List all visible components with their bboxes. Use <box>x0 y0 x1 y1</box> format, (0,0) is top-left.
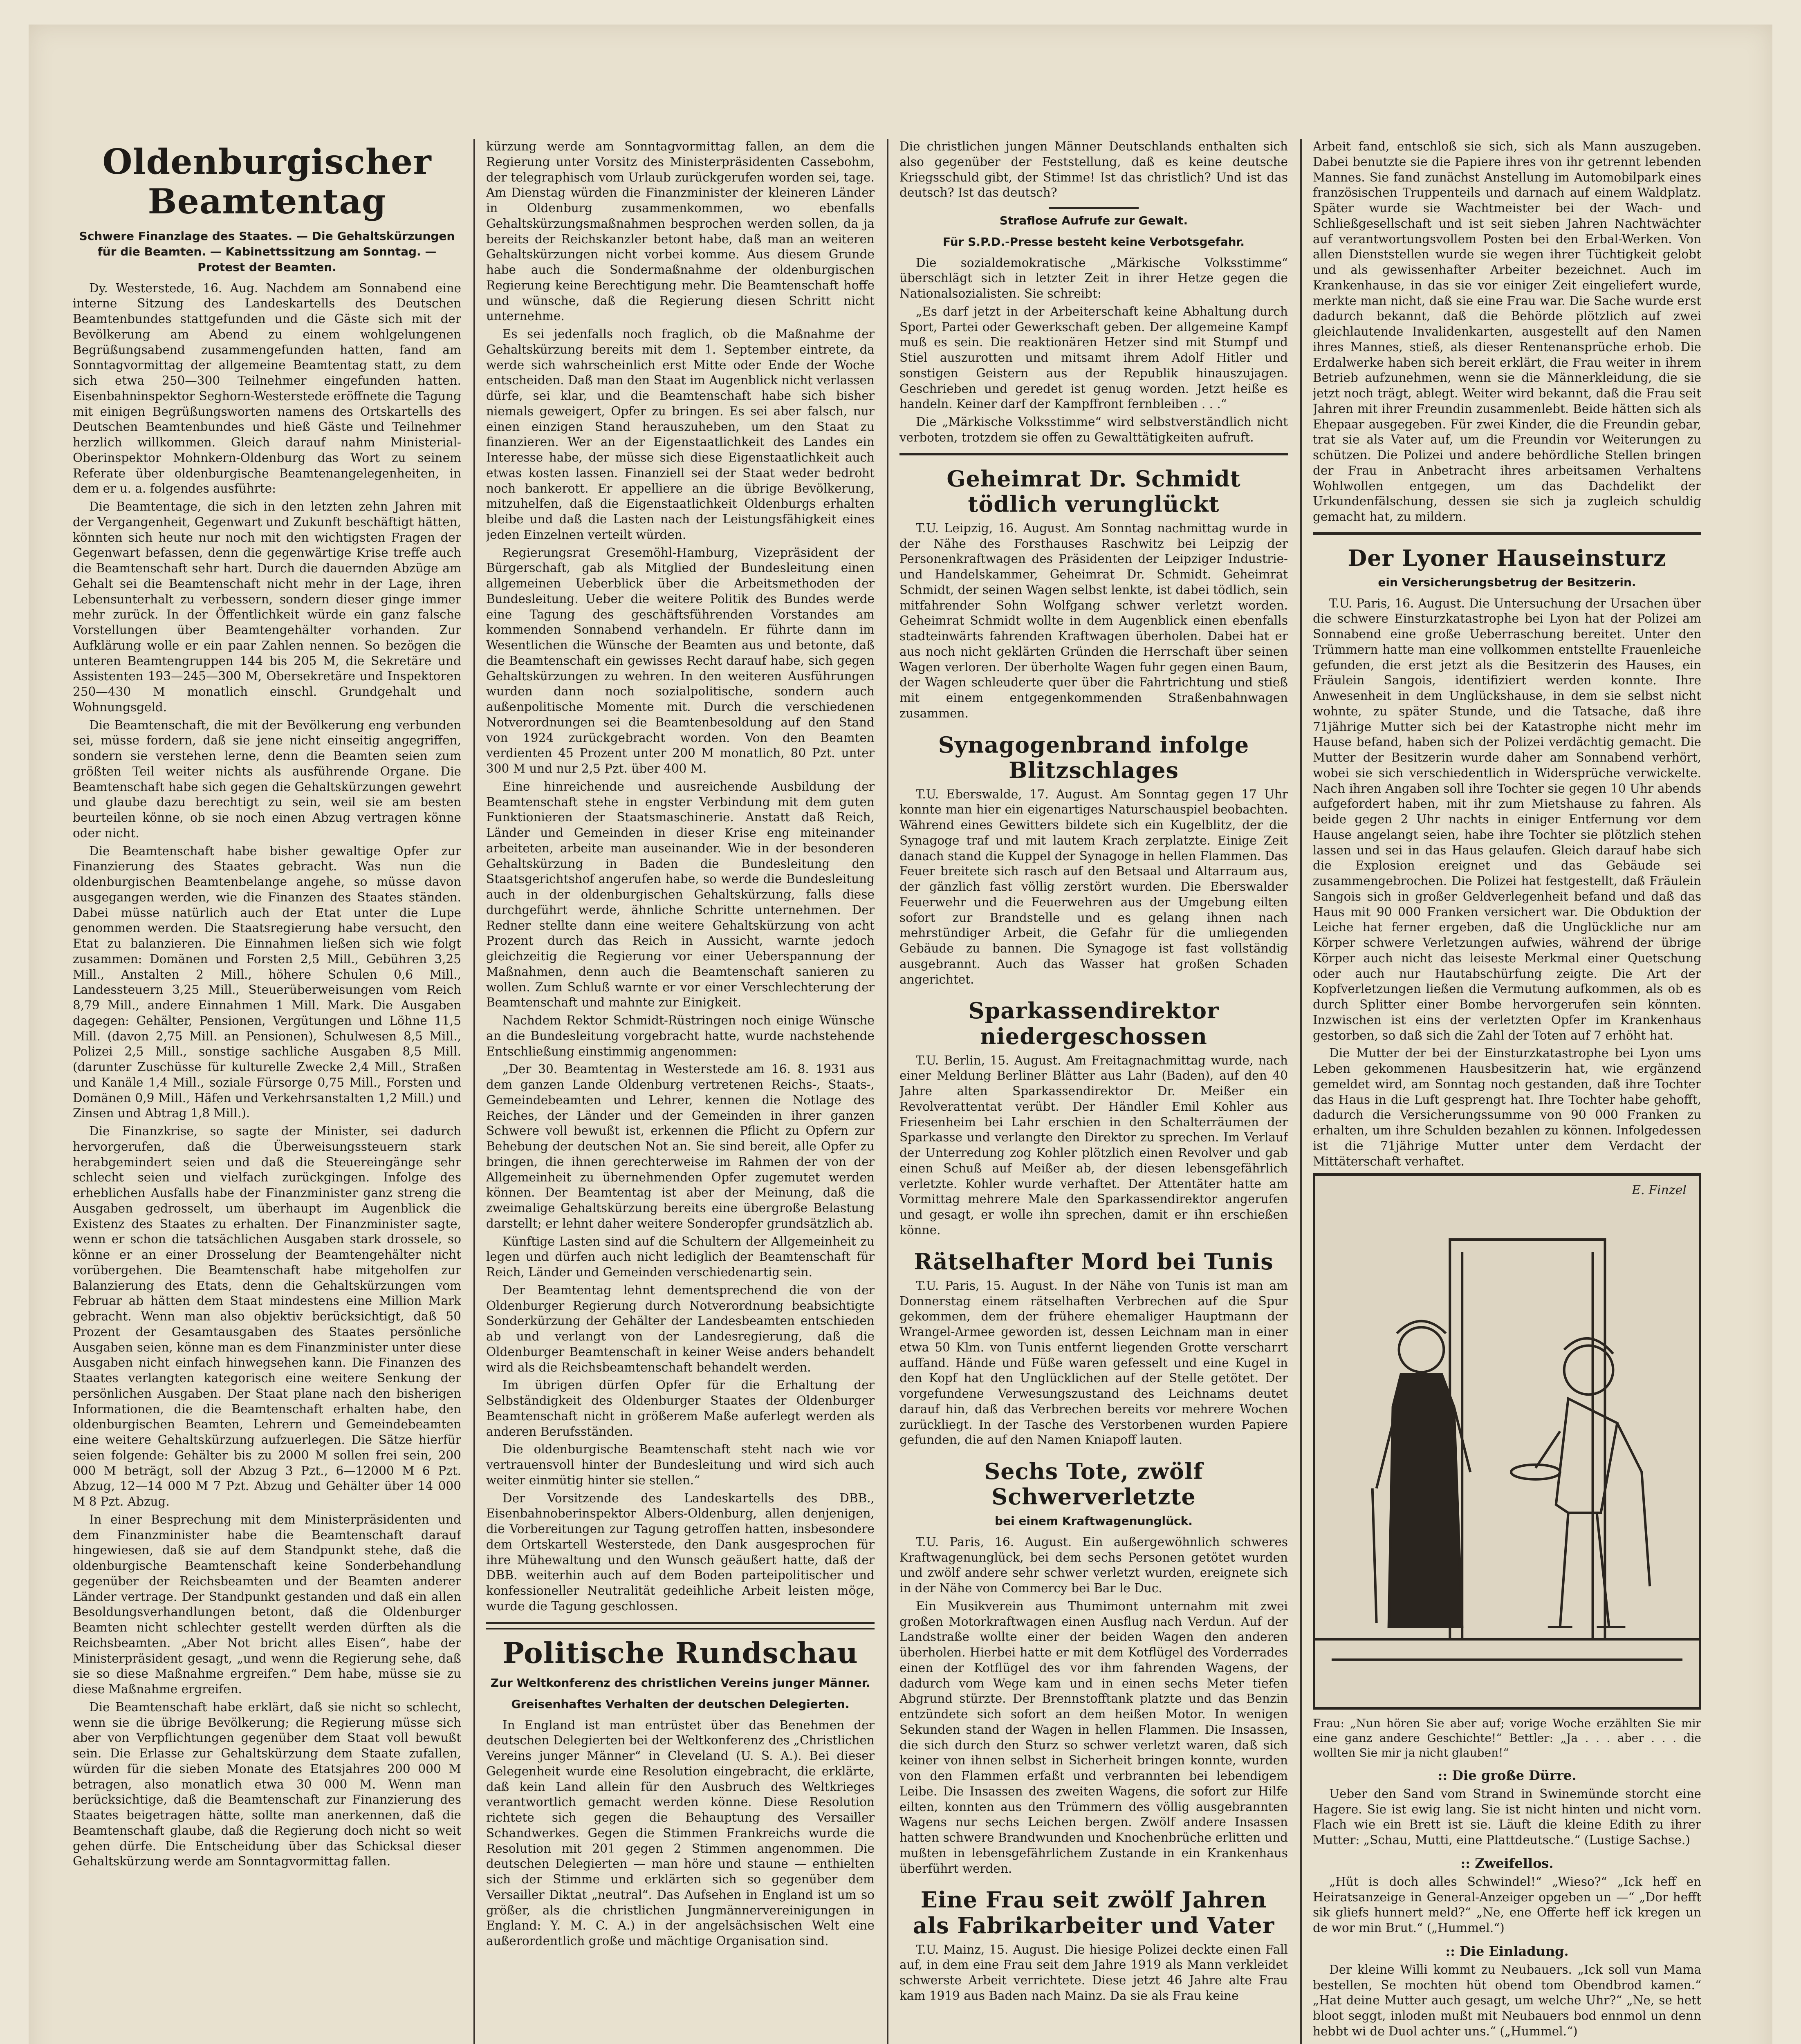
article-paragraph: Die sozialdemokratische „Märkische Volksstimme“ überschlägt sich in letzter Zeit in ihrer Hetze gegen die Nationalsozialisten. Sie schreibt: <box>899 256 1288 301</box>
article-paragraph: Der Beamtentag lehnt dementsprechend die von der Oldenburger Regierung durch Notverordnung beabsichtigte Sonderkürzung der Gehälter der Landesbeamten entschieden ab und verlangt von der Landesregierung, daß die Oldenburger Beamtenschaft in keiner Weise anders behandelt wird als die Reichsbeamtenschaft behandelt werden. <box>486 1283 875 1374</box>
article-paragraph: T.U. Mainz, 15. August. Die hiesige Polizei deckte einen Fall auf, in dem eine Frau seit dem Jahre 1919 als Mann verkleidet schwerste Arbeit verrichtete. Diese jetzt 46 Jahre alte Frau kam 1919 aus Baden nach Mainz. Da sie als Frau keine <box>899 1942 1288 2003</box>
article-headline-synagoge: Synagogenbrand infolge Blitzschlages <box>938 731 1249 783</box>
article-paragraph: T.U. Paris, 15. August. In der Nähe von Tunis ist man am Donnerstag einem rätselhaften Verbrechen auf die Spur gekommen, dem der frühere ehemaliger Hauptmann der Wrangel-Armee geworden ist, dessen Leichnam man in einer etwa 50 Klm. von Tunis entfernt liegenden Grotte verscharrt auffand. Hände und Füße waren gefesselt und eine Kugel in den Kopf hat den Unglücklichen auf der Stelle getötet. Der vorgefundene Verwesungszustand des Leichnams deutet darauf hin, daß das Verbrechen bereits vor mehrere Wochen zurückliegt. In der Tasche des Verstorbenen wurden Papiere gefunden, die auf den Namen Kniapoff lauten. <box>899 1278 1288 1447</box>
article-paragraph: Es sei jedenfalls noch fraglich, ob die Maßnahme der Gehaltskürzung bereits mit dem 1. September eintrete, da werde sich wahrscheinlich erst Mitte oder Ende der Woche entscheiden. Daß man den Staat im Augenblick nicht verlassen dürfe, sei klar, und die Beamtenschaft habe sich bisher niemals geweigert, Opfer zu bringen. Es sei aber falsch, nur einen einzigen Stand herauszuheben, um den Staat zu finanzieren. Wer an der Eigenstaatlichkeit des Landes ein Interesse habe, der müsse sich diese Eigenstaatlichkeit auch etwas kosten lassen. Finanziell sei der Staat weder bedroht noch bankerott. Er appelliere an die übrige Bevölkerung, mitzuhelfen, daß die Eigenstaatlichkeit Oldenburgs erhalten bleibe und daß die Lasten nach der Leistungsfähigkeit eines jeden Einzelnen verteilt würden. <box>486 327 875 542</box>
misc-title: :: Die Einladung. <box>1445 1943 1569 1959</box>
column-rule <box>473 139 475 2044</box>
column-1 <box>73 139 461 2044</box>
article-paragraph: Ein Musikverein aus Thumimont unternahm mit zwei großen Motorkraftwagen einen Ausflug nach Verdun. Auf der Landstraße wollte einer der beiden Wagen den anderen überholen. Hierbei hatte er mit dem Kotflügel des Vorderrades einen der Kotflügel des vor ihm fahrenden Wagens, der dadurch vom Wege kam und in einen sechs Meter tiefen Abgrund stürzte. Der Brennstofftank platzte und das Benzin entzündete sich sofort an dem heißen Motor. In wenigen Sekunden stand der Wagen in hellen Flammen. Die Insassen, die sich durch den Sturz so schwer verletzt waren, daß sich keiner von ihnen selbst in Sicherheit bringen konnte, wurden von den Flammen erfaßt und verbrannten bei lebendigem Leibe. Die Insassen des zweiten Wagens, die sofort zur Hilfe eilten, konnten aus den Trümmern des völlig ausgebrannten Wagens nur sechs Leichen bergen. Zwölf andere Insassen hatten schwere Brandwunden und Knochenbrüche erlitten und mußten in lebensgefährlichem Zustande in ein Krankenhaus überführt werden. <box>899 1599 1288 1876</box>
article-headline-beamtentag: Oldenburgischer Beamtentag <box>102 141 432 222</box>
article-paragraph: Künftige Lasten sind auf die Schultern der Allgemeinheit zu legen und dürfen auch nicht lediglich der Beamtenschaft für Reich, Länder und Gemeinden verschiedenartig sein. <box>486 1234 875 1279</box>
article-paragraph: T.U. Paris, 16. August. Ein außergewöhnlich schweres Kraftwagenunglück, bei dem sechs Personen getötet wurden und zwölf andere sehr schwer verletzt wurden, ereignete sich in der Nähe von Commercy bei Bar le Duc. <box>899 1535 1288 1596</box>
article-paragraph: Regierungsrat Gresemöhl-Hamburg, Vizepräsident der Bürgerschaft, gab als Mitglied der Bundesleitung einen allgemeinen Ueberblick über die Arbeitsmethoden der Bundesleitung. Ueber die weitere Politik des Bundes werde eine Tagung des geschäftsführenden Vorstandes am kommenden Sonnabend verhandeln. Er führte dann im Wesentlichen die Wünsche der Beamten aus und betonte, daß die Beamtenschaft ein gewisses Recht darauf habe, sich gegen Gehaltskürzungen zu wehren. In den weiteren Ausführungen wurden dann noch sozialpolitische, sondern auch außenpolitische Momente mit. Durch die verschiedenen Notverordnungen sei die Beamtenbesoldung auf den Stand von 1924 zurückgebracht worden. Von den Beamten verdienten 45 Prozent unter 200 M monatlich, 80 Pzt. unter 300 M und nur 2,5 Pzt. über 400 M. <box>486 545 875 775</box>
cartoon-drawing <box>1315 1176 1699 1707</box>
article-subhead: Greisenhaftes Verhalten der deutschen Delegierten. <box>511 1697 850 1711</box>
column-rule <box>1300 139 1302 2044</box>
article-paragraph: Eine hinreichende und ausreichende Ausbildung der Beamtenschaft stehe in engster Verbindung mit dem guten Funktionieren der Staatsmaschinerie. Anstatt daß Reich, Länder und Gemeinden in dieser Krise eng miteinander arbeiteten, arbeite man auseinander. Wie in der besonderen Gehaltskürzung in Baden die Bundesleitung den Staatsgerichtshof angerufen habe, so werde die Bundesleitung auch in der oldenburgischen Gehaltskürzung, falls diese durchgeführt werde, ähnliche Schritte unternehmen. Der Redner stellte dann eine weitere Gehaltskürzung von acht Prozent durch das Reich in Aussicht, warnte jedoch gleichzeitig die Regierung vor einer Ueberspannung der Maßnahmen, denn auch die Beamtenschaft sanieren zu wollen. Zum Schluß warnte er vor einer Verschlechterung der Beamtenschaft und mahnte zur Einigkeit. <box>486 779 875 1010</box>
article-subhead: Schwere Finanzlage des Staates. — Die Gehaltskürzungen für die Beamten. — Kabinettssitzung am Sonntag. — Protest der Beamten. <box>79 229 455 274</box>
article-paragraph: Dy. Westerstede, 16. Aug. Nachdem am Sonnabend eine interne Sitzung des Landeskartells des Deutschen Beamtenbundes stattgefunden und die Gäste sich mit der Bevölkerung am Abend zu einem wohlgelungenen Begrüßungsabend zusammengefunden hatten, fand am Sonntagvormittag der allgemeine Beamtentag statt, zu dem sich etwa 250—300 Teilnehmer eingefunden hatten. Eisenbahninspektor Seghorn-Westerstede eröffnete die Tagung mit einigen Begrüßungsworten namens des Ortskartells des Deutschen Beamtenbundes und hieß Gäste und Teilnehmer herzlich willkommen. Gleich darauf nahm Ministerial-Oberinspektor Mohnkern-Oldenburg das Wort zu seinem Referate über oldenburgische Beamtenangelegenheiten, in dem er u. a. folgendes ausführte: <box>73 281 461 496</box>
article-headline-schmidt: Geheimrat Dr. Schmidt tödlich verunglückt <box>946 465 1241 517</box>
article-subhead: Straflose Aufrufe zur Gewalt. <box>999 214 1188 227</box>
misc-text: Ueber den Sand vom Strand in Swinemünde storcht eine Hagere. Sie ist ewig lang. Sie ist nicht hinten und nicht vorn. Flach wie ein Brett ist sie. Läuft die kleine Edith zu ihrer Mutter: „Schau, Mutti, eine Plattdeutsche.“ (Lustige Sachse.) <box>1313 1786 1701 1847</box>
article-paragraph: Arbeit fand, entschloß sie sich, sich als Mann auszugeben. Dabei benutzte sie die Papiere ihres von ihr getrennt lebenden Mannes. Sie fand zunächst Anstellung im Automobilpark eines französischen Truppenteils und darnach auf einem Waldplatz. Später wurde sie Wachtmeister bei der Wach- und Schließgesellschaft und ist seit sieben Jahren Nachtwächter auf verantwortungsvollem Posten bei den Erbal-Werken. Von allen Dienststellen wurde sie wegen ihrer Tüchtigkeit gelobt und als gewissenhafter Arbeiter bezeichnet. Auch im Krankenhause, in das sie vor einiger Zeit eingeliefert wurde, merkte man nicht, daß sie eine Frau war. Die Sache wurde erst dadurch bekannt, daß die Behörde plötzlich auf zwei gleichlautende Invalidenkarten, ausgestellt auf den Namen ihres Mannes, stieß, als dieser Rentenansprüche erhob. Die Erdalwerke haben sich bereit erklärt, die Frau weiter in ihrem Betrieb aufzunehmen, wenn sie die Männerkleidung, die sie jetzt noch trägt, ablegt. Weiter wird bekannt, daß die Frau seit Jahren mit ihrer Freundin zusammenlebt. Beide hätten sich als Ehepaar ausgegeben. Für zwei Kinder, die die Freundin gebar, trat sie als Vater auf, um die Freundin vor Weiterungen zu schützen. Die Polizei und andere behördliche Stellen bringen der Frau in Anbetracht ihres arbeitsamen Verhaltens Wohlwollen entgegen, um das Dachdelikt der Urkundenfälschung, dessen sie sich ja zugleich schuldig gemacht hat, zu mildern. <box>1313 139 1701 524</box>
section-headline-rundschau: Politische Rundschau <box>502 1636 858 1670</box>
article-paragraph: Der Vorsitzende des Landeskartells des DBB., Eisenbahnoberinspektor Albers-Oldenburg, allen denjenigen, die Vorbereitungen zur Tagung getroffen hatten, insbesondere dem Ortskartell Westerstede, den Dank ausgesprochen für ihre Mühewaltung und den Wunsch geäußert hatte, daß der DBB. weiterhin auch auf dem Boden parteipolitischer und konfessioneller Neutralität gedeihliche Arbeit leisten möge, wurde die Tagung geschlossen. <box>486 1491 875 1613</box>
article-paragraph: Die Beamtenschaft, die mit der Bevölkerung eng verbunden sei, müsse fordern, daß sie jene nicht einseitig angegriffen, sondern sie verstehen lerne, denn die Beamten seien zum größten Teil weiter nichts als ausführende Organe. Die Beamtenschaft habe sich gegen die Gehaltskürzungen gewehrt und glaube dazu berechtigt zu sein, weil sie am besten beurteilen könne, ob sie noch einen Abzug vertragen könne oder nicht. <box>73 718 461 840</box>
article-subhead: ein Versicherungsbetrug der Besitzerin. <box>1378 575 1636 589</box>
article-paragraph: kürzung werde am Sonntagvormittag fallen, an dem die Regierung unter Vorsitz des Ministerpräsidenten Cassebohm, der telegraphisch vom Urlaub zurückgerufen worden sei, tage. Am Dienstag würden die Finanzminister der kleineren Länder in Oldenburg zusammenkommen, wo ebenfalls Gehaltskürzungsmaßnahmen besprochen werden sollen, da ja bereits der Reichskanzler betont habe, daß man an weiteren Gehaltskürzungen nicht vorbei komme. Aus diesem Grunde habe auch die Sondermaßnahme der oldenburgischen Regierung keine Berechtigung mehr. Die Beamtenschaft hoffe und wünsche, daß die Regierung diesen Schritt nicht unternehme. <box>486 139 875 323</box>
article-paragraph: Die Mutter der bei der Einsturzkatastrophe bei Lyon ums Leben gekommenen Hausbesitzerin hat, wie ergänzend gemeldet wird, am Sonntag noch gestanden, daß ihre Tochter das Haus in die Luft gesprengt hat. Ihre Tochter habe gehofft, dadurch die Versicherungssumme von 90 000 Franken zu erhalten, um ihre Schulden bezahlen zu können. Infolgedessen ist die 71jährige Mutter unter dem Verdacht der Mittäterschaft verhaftet. <box>1313 1046 1701 1168</box>
article-paragraph: „Der 30. Beamtentag in Westerstede am 16. 8. 1931 aus dem ganzen Lande Oldenburg vertretenen Reichs-, Staats-, Gemeindebeamten und Lehrer, kennen die Notlage des Reiches, der Länder und der Gemeinden in ihrer ganzen Schwere voll bewußt ist, erkennen die Pflicht zu Opfern zur Behebung der deutschen Not an. Sie sind bereit, alle Opfer zu bringen, die ihnen gerechterweise im Rahmen der von der Allgemeinheit zu übernehmenden Opfer zugemutet werden können. Der Beamtentag ist aber der Meinung, daß die zweimalige Gehaltskürzung bereits eine übergroße Belastung darstellt; er lehnt daher weitere Sonderopfer grundsätzlich ab. <box>486 1062 875 1230</box>
cartoon-caption: Frau: „Nun hören Sie aber auf; vorige Woche erzählten Sie mir eine ganz andere Geschichte!“ Bettler: „Ja . . . aber . . . die wollten Sie mir ja nicht glauben!“ <box>1313 1717 1701 1760</box>
article-paragraph: Die „Märkische Volksstimme“ wird selbstverständlich nicht verboten, trotzdem sie offen zu Gewalttätigkeiten aufruft. <box>899 415 1288 444</box>
cartoon-illustration <box>1313 1173 1701 1710</box>
column-4 <box>1313 139 1701 2044</box>
column-rule <box>887 139 888 2044</box>
article-paragraph: In England ist man entrüstet über das Benehmen der deutschen Delegierten bei der Weltkonferenz des „Christlichen Vereins junger Männer“ in Cleveland (U. S. A.). Bei dieser Gelegenheit wurde eine Resolution eingebracht, die erklärte, daß kein Land allein für den Ausbruch des Weltkrieges verantwortlich gemacht werden könne. Diese Resolution richtete sich gegen die Behauptung des Versailler Schandwerkes. Gegen die Stimmen Frankreichs wurde die Resolution mit 201 gegen 2 Stimmen angenommen. Die deutschen Delegierten — man höre und staune — enthielten sich der Stimme und erklärten sich so gegenüber dem Versailler Diktat „neutral“. Das Aufsehen in England ist um so größer, als die christlichen Jungmännervereinigungen in England: Y. M. C. A.) in der angelsächsischen Welt eine außerordentlich große und mächtige Organisation sind. <box>486 1718 875 1948</box>
article-paragraph: Im übrigen dürfen Opfer für die Erhaltung der Selbständigkeit des Oldenburger Staates der Oldenburger Beamtenschaft nicht in größerem Maße auferlegt werden als anderen Berufsständen. <box>486 1378 875 1439</box>
article-paragraph: Die Beamtenschaft habe erklärt, daß sie nicht so schlecht, wenn sie die übrige Bevölkerung; die Regierung müsse sich aber von Verpflichtungen gegenüber dem Staat voll bewußt sein. Die Erlasse zur Gehaltskürzung dem Staate zufallen, würden für die sieben Monate des Etatsjahres 200 000 M betragen, also monatlich etwa 30 000 M. Wenn man berücksichtige, daß die Beamtenschaft zur Finanzierung des Staates beigetragen hätte, sollte man anerkennen, daß die Beamtenschaft glaube, daß die Regierung doch nicht so weit gehen dürfe. Die Entscheidung über das Schicksal dieser Gehaltskürzung werde am Sonntagvormittag fallen. <box>73 1700 461 1869</box>
article-paragraph: In einer Besprechung mit dem Ministerpräsidenten und dem Finanzminister habe die Beamtenschaft darauf hingewiesen, daß sie auf dem Standpunkt stehe, daß die oldenburgische Beamtenschaft keine Sonderbehandlung gegenüber der Reichsbeamten und der Beamten anderer Länder vertrage. Der Standpunkt gestanden und daß ein allen Besoldungsverhandlungen betont, daß die Oldenburger Beamten nicht schlechter gestellt werden dürften als die Reichsbeamten. „Aber Not bricht alles Eisen“, habe der Ministerpräsident gesagt, „und wenn die Regierung sehe, daß sie so diese Maßnahme ergreifen.“ Dem habe, müsse sie zu diese Maßnahme ergreifen. <box>73 1512 461 1697</box>
article-paragraph: T.U. Paris, 16. August. Die Untersuchung der Ursachen über die schwere Einsturzkatastrophe bei Lyon hat der Polizei am Sonnabend eine große Ueberraschung bereitet. Unter den Trümmern hatte man eine vollkommen entstellte Frauenleiche gefunden, die erst jetzt als die Besitzerin des Hauses, ein Fräulein Sangois, identifiziert werden konnte. Ihre Anwesenheit in dem Unglückshause, in dem sie selbst nicht wohnte, zu später Stunde, und die Tatsache, daß ihre 71jährige Mutter sich bei der Katastrophe nicht mehr im Hause befand, haben sich der Polizei verdächtig gemacht. Die Mutter der Besitzerin wurde daher am Sonnabend verhört, wobei sie sich verschiedentlich in Widersprüche verwickelte. Nach ihren Angaben soll ihre Tochter sie gegen 10 Uhr abends aufgefordert haben, mit ihr zum Mietshause zu fahren. Als beide gegen 2 Uhr nachts in einiger Entfernung vor dem Hause angelangt seien, habe ihre Tochter sie plötzlich stehen lassen und sei in das Haus gelaufen. Gleich darauf habe sich die Explosion ereignet und das Gebäude sei zusammengebrochen. Die Polizei hat festgestellt, daß Fräulein Sangois sich in großer Geldverlegenheit befand und daß das Haus mit 90 000 Franken versichert war. Die Obduktion der Leiche hat ferner ergeben, daß die Unglückliche nur am Körper schwere Verletzungen aufwies, während der übrige Körper auch nicht das leiseste Merkmal einer Quetschung oder auch nur Hautabschürfung zeigte. Die Art der Kopfverletzungen ließen die Vermutung aufkommen, als ob es durch Splitter einer Bombe hervorgerufen sein könnten. Inzwischen ist eins der verletzten Opfer im Krankenhaus gestorben, so daß sich die Zahl der Toten auf 7 erhöht hat. <box>1313 596 1701 1042</box>
article-paragraph: Die christlichen jungen Männer Deutschlands enthalten sich also gegenüber der Feststellung, daß es keine deutsche Kriegsschuld gibt, der Stimme! Ist das christlich? Und ist das deutsch? Ist das deutsch? <box>899 139 1288 200</box>
article-headline-lyon: Der Lyoner Hauseinsturz <box>1348 545 1666 571</box>
article-subhead: bei einem Kraftwagenunglück. <box>995 1514 1193 1528</box>
article-headline-frau: Eine Frau seit zwölf Jahren als Fabrikarbeiter und Vater <box>913 1887 1275 1939</box>
misc-text: Der kleine Willi kommt zu Neubauers. „Ick soll vun Mama bestellen, Se mochten hüt obend tom Obendbrod kamen.“ „Hat deine Mutter auch gesagt, um welche Uhr?“ „Ne, se hett bloot seggt, inloden mußt mit Neubauers bod ennmol un denn hebbt wi de Duol achter uns.“ („Hummel.“) <box>1313 1962 1701 2038</box>
article-paragraph: Die oldenburgische Beamtenschaft steht nach wie vor vertrauensvoll hinter der Bundesleitung und wird sich auch weiter einmütig hinter sie stellen.“ <box>486 1442 875 1487</box>
section-divider <box>486 1628 875 1629</box>
section-divider <box>899 453 1288 455</box>
section-divider <box>1313 532 1701 535</box>
article-subhead: Für S.P.D.-Presse besteht keine Verbotsgefahr. <box>943 235 1245 249</box>
misc-text: „Hüt is doch alles Schwindel!“ „Wieso?“ „Ick heff en Heiratsanzeige in General-Anzeiger opgeben un —“ „Dor hefft sik gliefs hunnert meld?“ „Ne, ene Offerte heff ick kregen un de wor min Brut.“ („Hummel.“) <box>1313 1874 1701 1935</box>
section-divider <box>486 1622 875 1624</box>
article-paragraph: T.U. Leipzig, 16. August. Am Sonntag nachmittag wurde in der Nähe des Forsthauses Raschwitz bei Leipzig der Personenkraftwagen des Präsidenten der Leipziger Industrie- und Handelskammer, Geheimrat Dr. Schmidt. Geheimrat Schmidt, der seinen Wagen selbst lenkte, ist dabei tödlich, sein mitfahrender Sohn Wolfgang schwer verletzt worden. Geheimrat Schmidt wollte in dem Augenblick einen ebenfalls stadteinwärts fahrenden Kraftwagen überholen. Dabei hat er aus noch nicht geklärten Gründen die Herrschaft über seinen Wagen verloren. Der überholte Wagen fuhr gegen einen Baum, der Wagen schleuderte quer über die Fahrtrichtung und stieß mit einem entgegenkommenden Straßenbahnwagen zusammen. <box>899 521 1288 720</box>
article-paragraph: „Es darf jetzt in der Arbeiterschaft keine Abhaltung durch Sport, Partei oder Gewerkschaft geben. Der allgemeine Kampf muß es sein. Die reaktionären Hetzer sind mit Stumpf und Stiel auszurotten und mitsamt ihrem Adolf Hitler und sonstigen Geistern aus der Republik hinauszujagen. Geschrieben und geredet ist genug worden. Jetzt heiße es handeln. Keiner darf der Kampffront fernbleiben . . .“ <box>899 304 1288 411</box>
article-headline-sechs-tote: Sechs Tote, zwölf Schwerverletzte <box>984 1458 1203 1510</box>
article-paragraph: Nachdem Rektor Schmidt-Rüstringen noch einige Wünsche an die Bundesleitung vorgebracht hatte, wurde nachstehende Entschließung einstimmig angenommen: <box>486 1013 875 1058</box>
misc-title: :: Zweifellos. <box>1460 1855 1554 1871</box>
cartoon-caption-block <box>1313 1716 1701 1760</box>
misc-title: :: Die große Dürre. <box>1438 1767 1577 1783</box>
article-paragraph: Die Finanzkrise, so sagte der Minister, sei dadurch hervorgerufen, daß die Überweisungssteuern stark herabgemindert seien und daß die Steuereingänge sehr schlecht seien und vielfach zurückgingen. Infolge des erheblichen Ausfalls habe der Finanzminister ganz streng die Ausgaben gedrosselt, um überhaupt im Augenblick die Existenz des Staates zu erhalten. Der Finanzminister sagte, wenn er schon die tatsächlichen Ausgaben stark drossele, so könne er an einer Drosselung der Beamtengehälter nicht vorübergehen. Die Beamtenschaft habe mitgeholfen zur Balanzierung des Etats, denn die Gehaltskürzungen vom Februar ab hätten dem Staat mindestens eine Million Mark gebracht. Wenn man also objektiv berücksichtigt, daß 50 Prozent der Gesamtausgaben des Staates persönliche Ausgaben seien, könne man es dem Finanzminister unter diese Ausgaben nicht einfach hinwegsehen kann. Die Finanzen des Staates verlangten kategorisch eine weitere Senkung der persönlichen Ausgaben. Der Staat plane nach den bisherigen Informationen, die die Beamtenschaft erhalten habe, den oldenburgischen Beamten, Lehrern und Gemeindebeamten eine weitere Gehaltskürzung aufzuerlegen. Die Sätze hierfür seien folgende: Gehälter bis zu 2000 M sollen frei sein, 200 000 M beträgt, soll der Abzug 3 Pzt., 6—12000 M 6 Pzt. Abzug, 12—14 000 M 7 Pzt. Abzug und Gehälter über 14 000 M 8 Pzt. Abzug. <box>73 1124 461 1509</box>
newspaper-page <box>73 139 1701 2044</box>
article-headline-sparkasse: Sparkassendirektor niedergeschossen <box>968 997 1219 1049</box>
article-paragraph: T.U. Eberswalde, 17. August. Am Sonntag gegen 17 Uhr konnte man hier ein eigenartiges Naturschauspiel beobachten. Während eines Gewitters bildete sich ein Kugelblitz, der die Synagoge traf und mit lautem Krach zerplatzte. Einige Zeit danach stand die Kuppel der Synagoge in hellen Flammen. Das Feuer breitete sich rasch auf den Betsaal und Altarraum aus, der gänzlich fast völlig zerstört wurden. Die Eberswalder Feuerwehr und die Feuerwehren aus der Umgebung eilten sofort zur Brandstelle und es gelang ihnen nach mehrstündiger Arbeit, die Gefahr für die umliegenden Gebäude zu bannen. Die Synagoge ist fast vollständig ausgebrannt. Auch das Wasser hat großen Schaden angerichtet. <box>899 787 1288 986</box>
article-headline-tunis: Rätselhafter Mord bei Tunis <box>914 1248 1274 1275</box>
short-divider <box>1049 207 1139 209</box>
article-paragraph: Die Beamtentage, die sich in den letzten zehn Jahren mit der Vergangenheit, Gegenwart und Zukunft beschäftigt hätten, könnten sich heute nur noch mit den wichtigsten Fragen der Gegenwart befassen, denn die gegenwärtige Krise treffe auch die Beamtenschaft sehr hart. Durch die dauernden Abzüge am Gehalt sei die Beamtenschaft nicht mehr in der Lage, ihren Lebensunterhalt zu verbessern, sondern dieser ginge immer mehr zurück. In der Öffentlichkeit würde ein ganz falsche Vorstellungen über Beamtengehälter vorhanden. Zur Aufklärung wolle er ein paar Zahlen nennen. So bezögen die unteren Beamtengruppen 144 bis 205 M, die Sekretäre und Assistenten 193—245—300 M, Obersekretäre und Inspektoren 250—430 M monatlich einschl. Grundgehalt und Wohnungsgeld. <box>73 500 461 714</box>
article-subhead: Zur Weltkonferenz des christlichen Vereins junger Männer. <box>490 1676 870 1690</box>
column-3 <box>899 139 1288 2044</box>
article-paragraph: T.U. Berlin, 15. August. Am Freitagnachmittag wurde, nach einer Meldung Berliner Blätter aus Lahr (Baden), auf den 40 Jahre alten Sparkassendirektor Dr. Meißer ein Revolverattentat verübt. Der Händler Emil Kohler aus Friesenheim bei Lahr erschien in den Schalterräumen der Sparkasse und verlangte den Direktor zu sprechen. Im Verlauf der Unterredung zog Kohler plötzlich einen Revolver und gab einen Schuß auf Meißer ab, der diesen lebensgefährlich verletzte. Kohler wurde verhaftet. Der Attentäter hatte am Vormittag mehrere Male den Sparkassendirektor angerufen und gesagt, er wolle ihn sprechen, damit er ihn erschießen könne. <box>899 1053 1288 1237</box>
cartoon-signature: E. Finzel <box>1632 1183 1687 1198</box>
column-2 <box>486 139 875 2044</box>
article-paragraph: Die Beamtenschaft habe bisher gewaltige Opfer zur Finanzierung des Staates gebracht. Was nun die oldenburgischen Beamtenbelange angehe, so müsse davon ausgegangen werden, wie die Finanzen des Staates ständen. Dabei müsse natürlich auch der Etat unter die Lupe genommen werden. Die Staatsregierung habe versucht, den Etat zu balanzieren. Die Einnahmen ließen sich wie folgt zusammen: Domänen und Forsten 2,5 Mill., Gebühren 3,25 Mill., Anstalten 2 Mill., höhere Schulen 0,6 Mill., Landessteuern 3,25 Mill., Steuerüberweisungen vom Reich 8,79 Mill., andere Einnahmen 1 Mill. Mark. Die Ausgaben dagegen: Gehälter, Pensionen, Vergütungen und Löhne 11,5 Mill. (davon 2,75 Mill. an Pensionen), Schulwesen 8,5 Mill., Polizei 2,5 Mill., sonstige sachliche Ausgaben 8,5 Mill. (darunter Zuschüsse für kulturelle Zwecke 2,4 Mill., Straßen und Kanäle 1,4 Mill., soziale Fürsorge 0,75 Mill., Forsten und Domänen 0,9 Mill., Häfen und Verkehrsanstalten 1,2 Mill.) und Zinsen und Abtrag 1,8 Mill.). <box>73 844 461 1121</box>
newspaper-sheet <box>29 25 1772 2044</box>
